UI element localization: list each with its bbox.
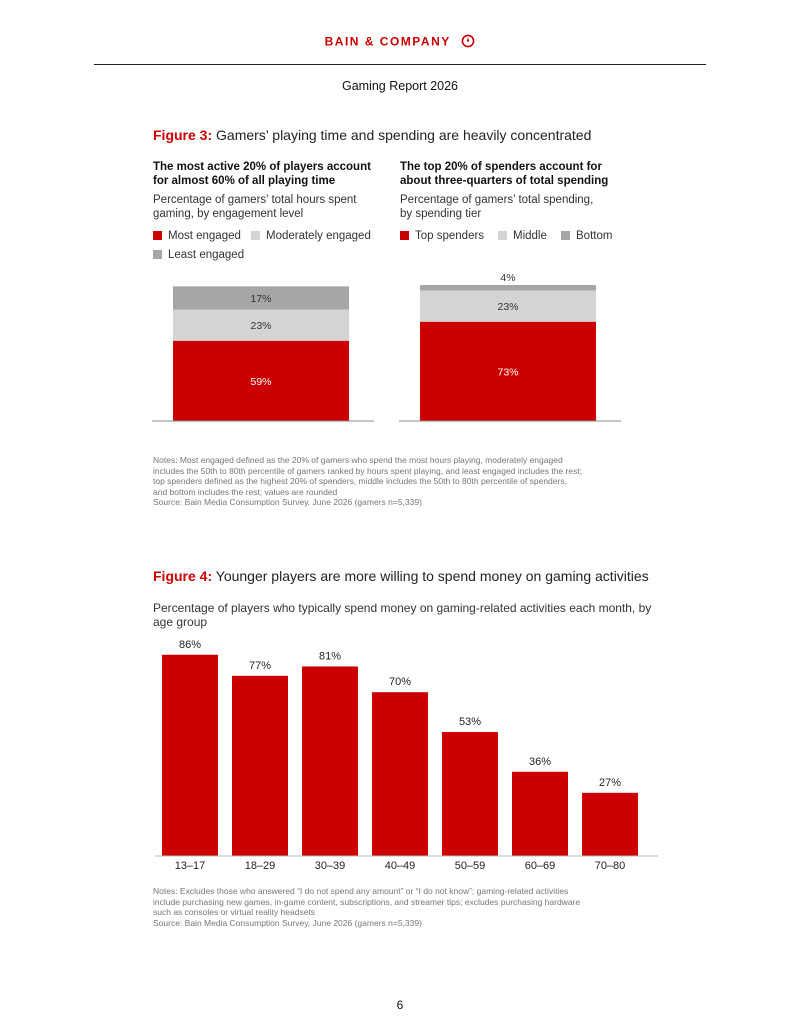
segment-value-label: 23% <box>497 301 519 314</box>
bar <box>582 793 638 856</box>
page-number: 6 <box>396 998 404 1012</box>
segment-value-label: 73% <box>497 366 519 379</box>
x-tick-label: 18–29 <box>244 860 276 872</box>
figure4-subtitle-line1: Percentage of players who typically spend money on gaming-related activities each month, by <box>153 601 652 615</box>
notes-source: Source: Bain Media Consumption Survey, June 2026 (gamers n=5,339) <box>153 497 422 507</box>
x-tick-label: 30–39 <box>314 860 346 872</box>
legend-swatch <box>498 231 507 240</box>
legend-label: Moderately engaged <box>266 230 371 242</box>
figure3-title-text: Gamers’ playing time and spending are heavily concentrated <box>216 127 592 143</box>
figure4-subtitle-line2: age group <box>153 615 208 629</box>
notes-line: Notes: Most engaged defined as the 20% of gamers who spend the most hours playing, moderately engaged <box>153 455 563 465</box>
figure3-label: Figure 3: <box>153 127 213 143</box>
x-tick-label: 50–59 <box>454 860 486 872</box>
legend-label: Least engaged <box>168 249 245 261</box>
bar <box>232 676 288 856</box>
bar-value-label: 81% <box>318 650 342 663</box>
notes-line: include purchasing new games, in-game content, subscriptions, and streamer tips; excludes purchasing hardware <box>153 896 581 907</box>
bar <box>372 692 428 856</box>
figure4-title-text: Younger players are more willing to spend money on gaming activities <box>215 568 649 584</box>
legend-swatch <box>153 231 162 240</box>
bar-value-label: 70% <box>388 676 412 689</box>
figure3-notes <box>153 455 673 508</box>
fig4-bar-chart <box>150 628 660 873</box>
fig3-right-legend <box>400 230 630 246</box>
legend-item-most-engaged <box>153 230 241 242</box>
legend-label: Top spenders <box>415 230 485 242</box>
bar-value-label: 53% <box>458 715 482 728</box>
notes-line: includes the 50th to 80th percentile of gamers ranked by hours spent playing, and least engaged includes the rest; <box>153 465 583 476</box>
header-rule <box>94 64 706 65</box>
x-tick-label: 40–49 <box>384 860 416 872</box>
figure4-subtitle <box>153 601 651 629</box>
bar-value-label: 27% <box>598 776 622 789</box>
segment-value-label: 17% <box>250 292 272 305</box>
fig3-right-subtitle <box>400 193 593 221</box>
fig3-left-stacked-chart <box>152 260 382 430</box>
brand-header <box>0 34 800 51</box>
report-title: Gaming Report 2026 <box>341 79 459 93</box>
x-tick-label: 13–17 <box>174 860 206 872</box>
fig3-left-subtitle <box>153 193 357 221</box>
segment-value-label: 23% <box>250 320 272 333</box>
fig3-right-heading-line2: about three-quarters of total spending <box>400 175 609 187</box>
brand-name: BAIN & COMPANY <box>324 34 451 49</box>
notes-source: Source: Bain Media Consumption Survey, June 2026 (gamers n=5,339) <box>153 917 422 928</box>
bar-value-label: 36% <box>528 755 552 768</box>
legend-item-top-spenders <box>400 230 484 242</box>
fig3-left-subtitle-line2: gaming, by engagement level <box>153 208 304 220</box>
bar <box>442 732 498 856</box>
segment-value-label: 4% <box>500 272 516 284</box>
notes-line: Notes: Excludes those who answered “I do not spend any amount” or “I do not know”; gaming-related activities <box>153 886 569 896</box>
bar <box>512 772 568 856</box>
bar-value-label: 86% <box>178 638 202 651</box>
fig3-left-heading-line2: for almost 60% of all playing time <box>153 175 336 187</box>
legend-label: Middle <box>513 230 547 242</box>
notes-line: and bottom includes the rest; values are rounded <box>153 486 338 497</box>
notes-line: top spenders defined as the highest 20% of spenders, middle includes the 50th to 80th percentile of spenders, <box>153 476 567 486</box>
legend-label: Most engaged <box>168 230 241 242</box>
fig3-left-heading-line1: The most active 20% of players account <box>153 161 371 173</box>
fig3-right-stacked-chart <box>399 260 629 430</box>
bar-value-label: 77% <box>248 659 272 672</box>
bain-circle-logo-icon <box>461 34 475 51</box>
notes-line: such as consoles or virtual reality headsets <box>153 907 316 917</box>
fig3-left-heading <box>153 160 371 188</box>
figure4-title <box>153 568 649 584</box>
bar <box>162 655 218 856</box>
legend-swatch <box>561 231 570 240</box>
legend-swatch <box>153 250 162 259</box>
fig3-right-subtitle-line1: Percentage of gamers’ total spending, <box>400 194 594 206</box>
figure4-label: Figure 4: <box>153 568 213 584</box>
stacked-segment <box>420 285 596 290</box>
figure4-notes <box>153 886 673 928</box>
segment-value-label: 59% <box>250 375 272 388</box>
legend-swatch <box>251 231 260 240</box>
fig3-left-subtitle-line1: Percentage of gamers’ total hours spent <box>153 194 357 206</box>
bar <box>302 666 358 856</box>
legend-item-moderately-engaged <box>251 230 371 242</box>
x-tick-label: 60–69 <box>524 860 556 872</box>
fig3-right-subtitle-line2: by spending tier <box>400 208 482 220</box>
fig3-right-heading <box>400 160 608 188</box>
legend-swatch <box>400 231 409 240</box>
legend-item-middle <box>498 230 547 242</box>
figure3-title <box>153 127 591 143</box>
fig3-right-heading-line1: The top 20% of spenders account for <box>400 161 602 173</box>
x-tick-label: 70–80 <box>594 860 626 872</box>
legend-label: Bottom <box>576 230 613 242</box>
legend-item-bottom <box>561 230 612 242</box>
